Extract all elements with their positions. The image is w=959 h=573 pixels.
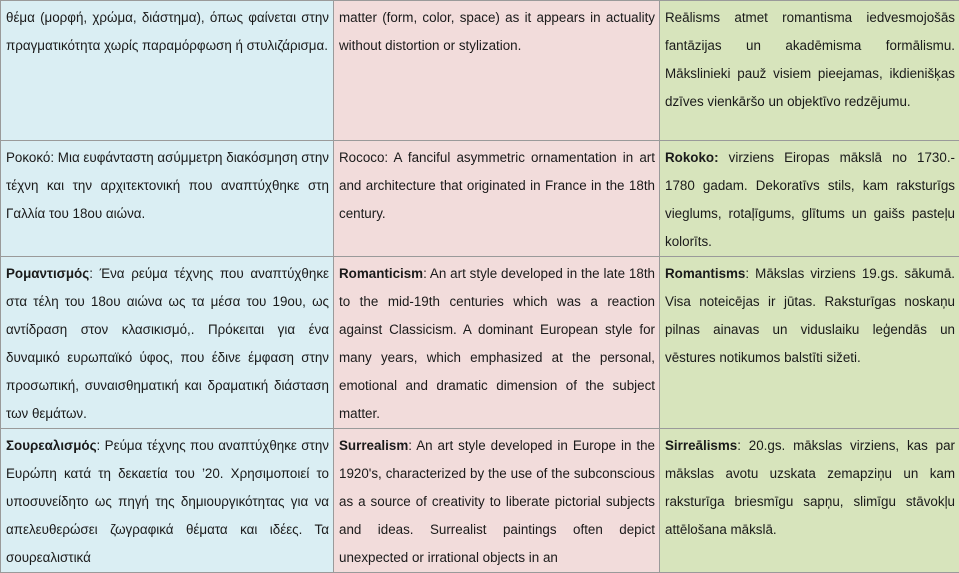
table-row — [1, 141, 959, 257]
latvian-cell — [660, 1, 959, 141]
latvian-cell — [660, 257, 959, 429]
english-cell — [334, 141, 660, 257]
term-label: Surrealism — [339, 438, 408, 453]
term-label: Ροκοκό — [6, 150, 50, 165]
latvian-cell — [660, 429, 959, 573]
greek-cell — [1, 141, 334, 257]
definition-text: θέμα (μορφή, χρώμα, διάστημα), όπως φαίνεται στην πραγματικότητα χωρίς παραμόρφωση ή στυλιζάρισμα. — [6, 10, 329, 53]
term-label: Romantisms — [665, 266, 745, 281]
table-row — [1, 1, 959, 141]
english-cell — [334, 1, 660, 141]
table-row — [1, 429, 959, 573]
definition-text: : Ένα ρεύμα τέχνης που αναπτύχθηκε στα τέλη του 18ου αιώνα ως τα μέσα του 19ου, ως αντίδραση στον κλασικισμό,. Πρόκειται για ένα δυναμικό ευρωπαϊκό ύφος, που έδινε έμφαση στην προσωπική, συναισθηματική και δραματική διάσταση των θεμάτων. — [6, 266, 329, 421]
term-label: Sirreālisms — [665, 438, 737, 453]
term-label: Romanticism — [339, 266, 423, 281]
definition-text: matter (form, color, space) as it appears in actuality without distortion or stylization. — [339, 10, 655, 53]
definition-text: : 20.gs. mākslas virziens, kas par mākslas avotu uzskata zemapziņu un kam raksturīga briesmīgu sapņu, slimīgu stāvokļu attēlošana mākslā. — [665, 438, 955, 537]
table-row — [1, 257, 959, 429]
english-cell — [334, 429, 660, 573]
definition-text: : Μια ευφάνταστη ασύμμετρη διακόσμηση στην τέχνη και την αρχιτεκτονική που αναπτύχθηκε στη Γαλλία του 18ου αιώνα. — [6, 150, 329, 221]
term-label: Σουρεαλισμός — [6, 438, 97, 453]
term-label: Rococo — [339, 150, 384, 165]
term-label: Ρομαντισμός — [6, 266, 89, 281]
definition-text: : An art style developed in Europe in the 1920's, characterized by the use of the subconscious as a source of creativity to liberate pictorial subjects and ideas. Surrealist paintings often depict unexpected or irrational objects in an — [339, 438, 655, 565]
greek-cell — [1, 257, 334, 429]
definition-text: : An art style developed in the late 18th to the mid-19th centuries which was a reaction against Classicism. A dominant European style for many years, which emphasized at the personal, emotional and dramatic dimension of the subject matter. — [339, 266, 655, 421]
definition-text: : A fanciful asymmetric ornamentation in art and architecture that originated in France in the 18th century. — [339, 150, 655, 221]
definition-text: virziens Eiropas mākslā no 1730.- 1780 gadam. Dekoratīvs stils, kam raksturīgs vieglums, rotaļīgums, glītums un gaišs pasteļu kolorīts. — [665, 150, 955, 249]
definition-text: Reālisms atmet romantisma iedvesmojošās fantāzijas un akadēmisma formālismu. Mākslinieki pauž visiem pieejamas, ikdienišķas dzīves vienkāršo un objektīvo redzējumu. — [665, 10, 955, 109]
latvian-cell — [660, 141, 959, 257]
definition-text: : Ρεύμα τέχνης που αναπτύχθηκε στην Ευρώπη κατά τη δεκαετία του ’20. Χρησιμοποιεί το υποσυνείδητο ως πηγή της δημιουργικότητας για να απελευθερώσει ζωγραφικά θέματα και ιδέες. Τα σουρεαλιστικά — [6, 438, 329, 565]
term-label: Rokoko: — [665, 150, 719, 165]
english-cell — [334, 257, 660, 429]
definition-text: : Mākslas virziens 19.gs. sākumā. Visa noteicējas ir jūtas. Raksturīgas noskaņu pilnas ainavas un viduslaiku leģendās un vēstures notikumos balstīti sižeti. — [665, 266, 955, 365]
greek-cell — [1, 429, 334, 573]
greek-cell — [1, 1, 334, 141]
